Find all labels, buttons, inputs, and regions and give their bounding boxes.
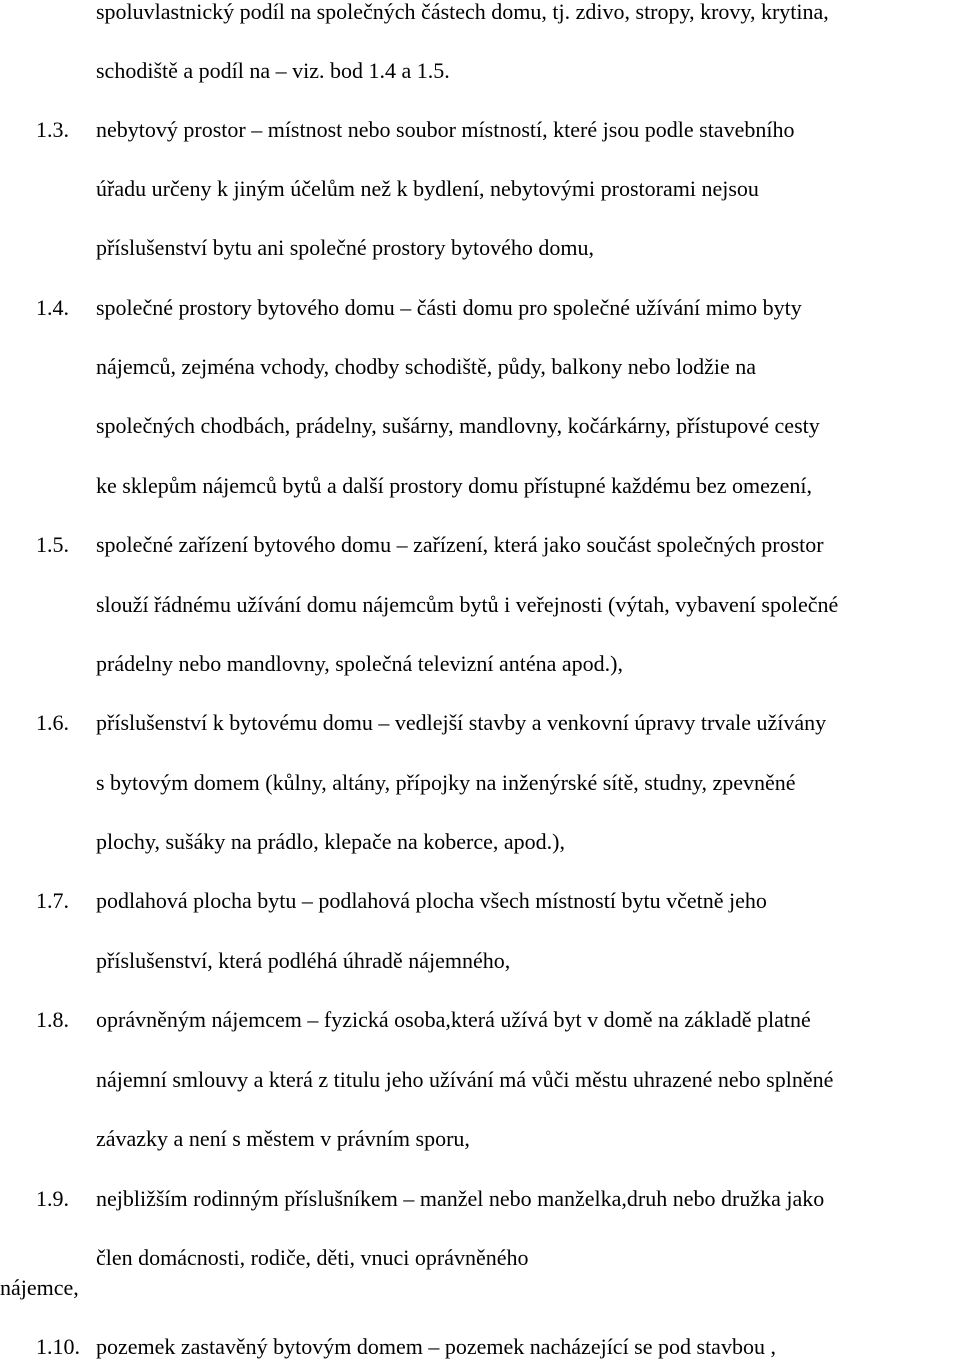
item-number: 1.7.	[36, 888, 69, 913]
text-line: prádelny nebo mandlovny, společná televizní anténa apod.),	[96, 651, 624, 676]
text-line: společné prostory bytového domu – části domu pro společné užívání mimo byty	[96, 295, 802, 320]
text-line: společné zařízení bytového domu – zařízení, která jako součást společných prostor	[96, 532, 824, 557]
text-line: příslušenství, která podléhá úhradě nájemného,	[96, 948, 511, 973]
text-line: příslušenství k bytovému domu – vedlejší stavby a venkovní úpravy trvale užívány	[96, 710, 827, 735]
text-line: ke sklepům nájemců bytů a další prostory domu přístupné každému bez omezení,	[96, 473, 813, 498]
text-line: úřadu určeny k jiným účelům než k bydlení, nebytovými prostorami nejsou	[96, 176, 759, 201]
text-line: s bytovým domem (kůlny, altány, přípojky na inženýrské sítě, studny, zpevněné	[96, 770, 796, 795]
text-line: nejbližším rodinným příslušníkem – manžel nebo manželka,druh nebo družka jako	[96, 1186, 825, 1211]
item-number: 1.9.	[36, 1186, 69, 1211]
text-line: schodiště a podíl na – viz. bod 1.4 a 1.5.	[96, 58, 450, 83]
item-number: 1.6.	[36, 710, 69, 735]
text-line: plochy, sušáky na prádlo, klepače na koberce, apod.),	[96, 829, 565, 854]
text-line: příslušenství bytu ani společné prostory bytového domu,	[96, 235, 594, 260]
item-number: 1.8.	[36, 1007, 69, 1032]
text-line: oprávněným nájemcem – fyzická osoba,která užívá byt v domě na základě platné	[96, 1007, 811, 1032]
text-line: závazky a není s městem v právním sporu,	[96, 1126, 470, 1151]
text-line: nebytový prostor – místnost nebo soubor místností, které jsou podle stavebního	[96, 117, 795, 142]
text-line: nájemní smlouvy a která z titulu jeho užívání má vůči městu uhrazené nebo splněné	[96, 1067, 834, 1092]
text-line: člen domácnosti, rodiče, děti, vnuci oprávněného	[96, 1245, 529, 1270]
item-number: 1.4.	[36, 295, 69, 320]
text-line: spoluvlastnický podíl na společných částech domu, tj. zdivo, stropy, krovy, krytina,	[96, 0, 829, 24]
item-number: 1.5.	[36, 532, 69, 557]
item-number: 1.10.	[36, 1334, 80, 1359]
text-line: slouží řádnému užívání domu nájemcům bytů i veřejnosti (výtah, vybavení společné	[96, 592, 839, 617]
text-line: pozemek zastavěný bytovým domem – pozemek nacházející se pod stavbou ,	[96, 1334, 776, 1359]
item-number: 1.3.	[36, 117, 69, 142]
text-line: nájemců, zejména vchody, chodby schodiště, půdy, balkony nebo lodžie na	[96, 354, 757, 379]
text-line: společných chodbách, prádelny, sušárny, mandlovny, kočárkárny, přístupové cesty	[96, 413, 820, 438]
text-line: podlahová plocha bytu – podlahová plocha všech místností bytu včetně jeho	[96, 888, 767, 913]
text-line-wrap: nájemce,	[0, 1275, 79, 1300]
